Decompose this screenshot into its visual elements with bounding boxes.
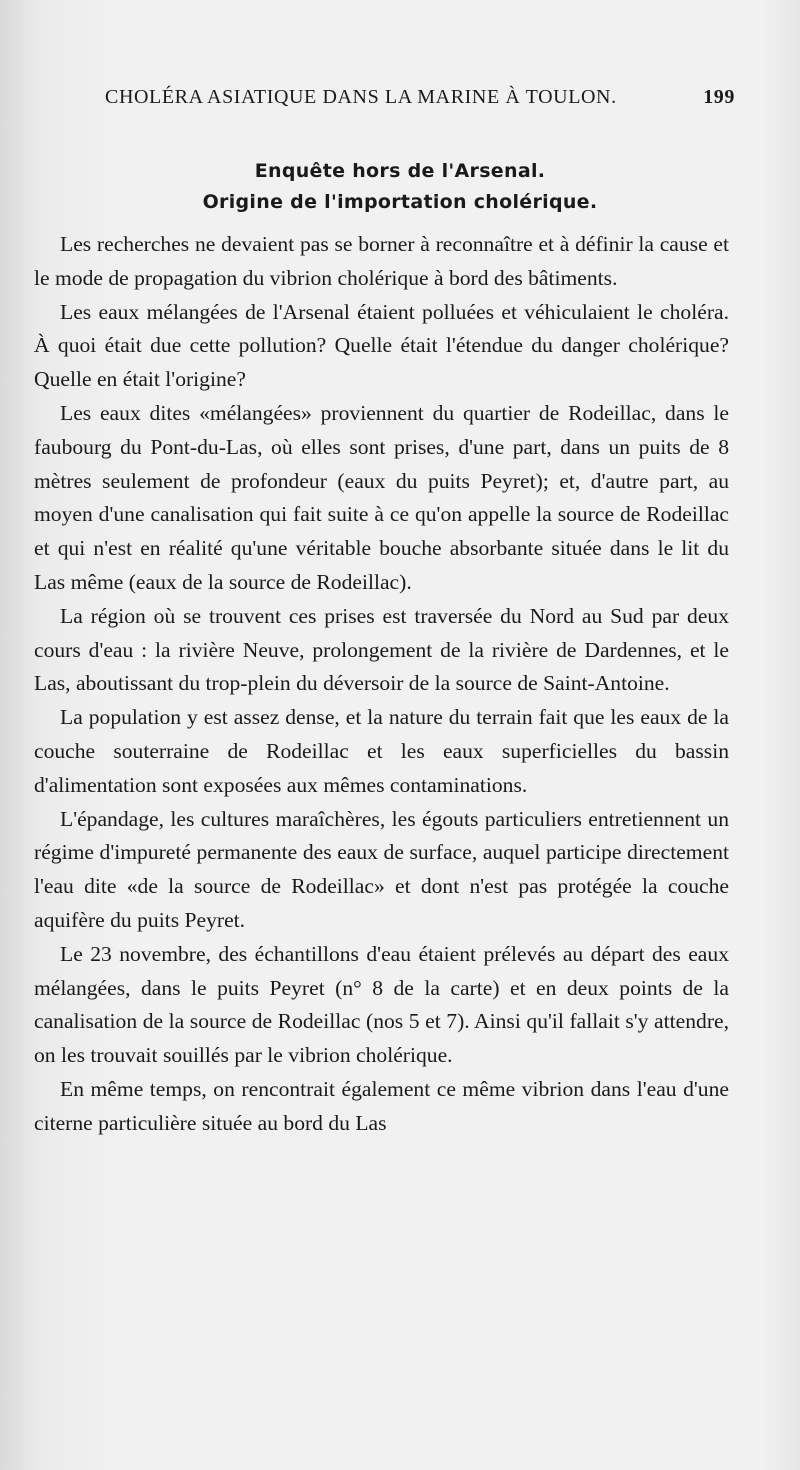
paragraph-3: Les eaux dites «mélangées» proviennent du quartier de Rodeillac, dans le faubourg du Pont-du-Las, où elles sont prises, d'une part, dans un puits de 8 mètres seulement de profondeur (eaux du puits Peyret); et, d'autre part, au moyen d'une canalisation qui fait suite à ce qu'on appelle la source de Rodeillac et qui n'est en réalité qu'une véritable bouche absorbante située dans le lit du Las même (eaux de la source de Rodeillac). bbox=[34, 400, 729, 594]
paragraph-8: En même temps, on rencontrait également ce même vibrion dans l'eau d'une citerne particulière située au bord du Las bbox=[34, 1076, 729, 1135]
section-heading: Enquête hors de l'Arsenal. bbox=[254, 160, 546, 182]
paragraph-4: La région où se trouvent ces prises est traversée du Nord au Sud par deux cours d'eau : la rivière Neuve, prolongement de la rivière de Dardennes, et le Las, aboutissant du trop-plein du déversoir de la source de Saint-Antoine. bbox=[34, 603, 729, 696]
body-text bbox=[34, 228, 729, 1141]
section-subheading: Origine de l'importation cholérique. bbox=[202, 191, 598, 213]
running-head-title: CHOLÉRA ASIATIQUE DANS LA MARINE À TOULON. bbox=[105, 86, 617, 108]
paragraph-5: La population y est assez dense, et la nature du terrain fait que les eaux de la couche souterraine de Rodeillac et les eaux superficielles du bassin d'alimentation sont exposées aux mêmes contaminations. bbox=[34, 705, 729, 797]
paragraph-1: Les recherches ne devaient pas se borner à reconnaître et à définir la cause et le mode de propagation du vibrion cholérique à bord des bâtiments. bbox=[34, 232, 729, 290]
page-number: 199 bbox=[703, 86, 735, 108]
running-head bbox=[105, 86, 735, 109]
paragraph-7: Le 23 novembre, des échantillons d'eau étaient prélevés au départ des eaux mélangées, dans le puits Peyret (n° 8 de la carte) et en deux points de la canalisation de la source de Rodeillac (nos 5 et 7). Ainsi qu'il fallait s'y attendre, on les trouvait souillés par le vibrion cholérique. bbox=[34, 941, 729, 1068]
paragraph-6: L'épandage, les cultures maraîchères, les égouts particuliers entretiennent un régime d'impureté permanente des eaux de surface, auquel participe directement l'eau dite «de la source de Rodeillac» et dont n'est pas protégée la couche aquifère du puits Peyret. bbox=[34, 806, 729, 932]
paragraph-2: Les eaux mélangées de l'Arsenal étaient polluées et véhiculaient le choléra. À quoi était due cette pollution? Quelle était l'étendue du danger cholérique? Quelle en était l'origine? bbox=[34, 299, 729, 392]
